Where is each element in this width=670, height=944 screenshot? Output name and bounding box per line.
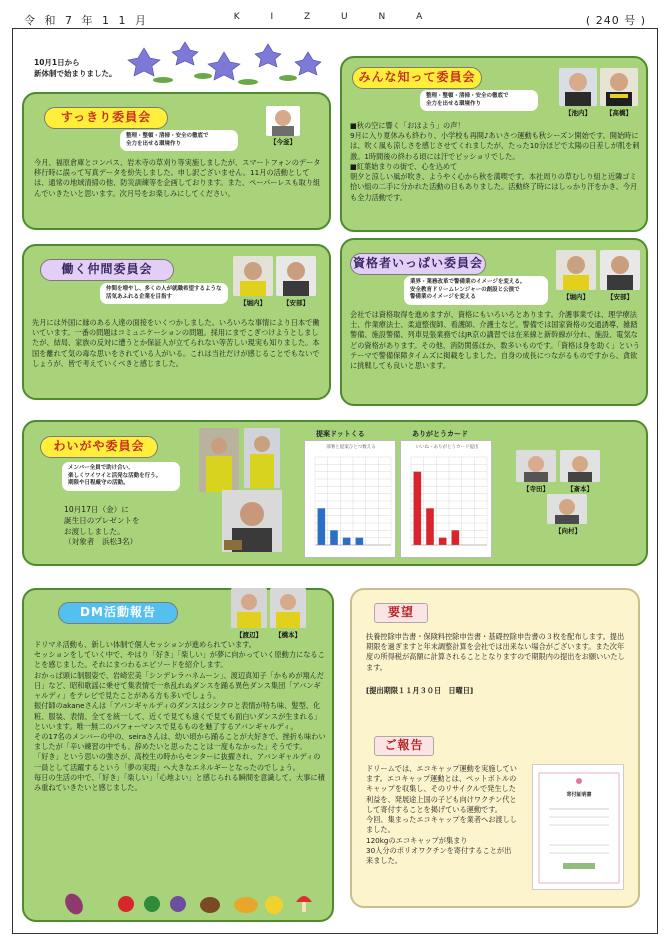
birthday-line: （対象者 浜松3名） [64, 537, 138, 547]
birthday-line: お渡ししました。 [64, 526, 125, 536]
waigaya-title: わいがや委員会 [40, 436, 158, 458]
harvest-illustration [60, 888, 320, 916]
member-photo-mukaimura [547, 494, 587, 524]
motto-line: 整理・整頓・清掃・安全の徹底で [126, 133, 209, 139]
chart-bar [356, 538, 364, 545]
chart-bar [414, 472, 422, 545]
member-photo-ikeuchi [559, 68, 597, 106]
dm-body: ドリマネ活動も、新しい体制で個人セッションが進められています。 セッションをしていく中で、やはり「好き」「楽しい」が夢に向かっていく原動力になることを感じました。それにまつわるエピソードを紹介します。 おかっぱ頭に制服姿で、岩崎宏美「シンデレラハネムーン」、渡辺真知子「かもめが翔んだ日」など、昭和歌謡に乗せて集表情で一糸乱れぬダンスを踊る異色ダンス集団「アバンギャルディ」をテレビで見たことがある方も多いでしょう。 振付師のakaneさんは「アバンギャルディのダンスはシンクロと表情が特ち味、髪型、化粧、服装、表情、全てを統一して、近くで見ても遠くで見ても面白いダンスが生まれる」といいます。唯一無二のパフォーマンスで見るものを魅了するアバンギャルディ。 その17名のメンバーの中の、seiraさんは、幼い頃から踊ることが大好きで、挫折も味わいましたが「辛い練習の中でも、辞めたいと思ったことは一度もなかった」そうです。 「好き」という思いの強さが、高校生の時からセンターに抜擢され、アバンギャルディの一員として活躍するという「夢の実現」へ大きなエネルギーとなったのでしょう。 毎日の生活の中で、「好き」「楽しい」「心地よい」と感じられる瞬間を意識して、大事に積み重ねていきたいと感じました。 [34, 640, 326, 793]
birthday-photo-1 [199, 428, 239, 492]
member-photo-imagama [266, 106, 300, 136]
shikaku-title: 資格者いっぱい委員会 [350, 253, 486, 275]
intro-text [34, 58, 117, 79]
hataraku-title: 働く仲間委員会 [40, 259, 174, 281]
chart-bar [343, 538, 351, 545]
intro-line: 新体制で始まりました。 [34, 68, 117, 78]
yobo-deadline: [提出期限１１月３０日 日曜日] [366, 686, 474, 695]
member-photo-takahashi [600, 68, 638, 106]
birthday-photo-3 [222, 490, 282, 552]
arigato-bar-chart [401, 441, 493, 559]
motto-line: メンバー全員で助け合い、 [68, 465, 134, 471]
page-header [0, 0, 670, 30]
intro-line: 10月1日から [34, 58, 80, 67]
minna-title: みんな知って委員会 [352, 67, 482, 89]
photo-caption: 【高橋】 [606, 109, 632, 117]
motto-line: 仲間を増やし、多くの人が就職希望するような [106, 286, 222, 292]
member-photo-abe [276, 256, 316, 296]
hataraku-body: 先月には外国に縁のある人達の面接をいくつかしました。いろいろな事情により日本で働いています。一番の問題はコミュニケーションの問題。採用にまでこぎつけようとしましたが、結局、家族の反対に遭うとか保証人が立てられない等苦しい現実も知りました。本国を離れて気の毒な思いをされている人がいる。これは当社だけが感じることでもないでしょうが、皆で考えていくべきと感じました。 [32, 318, 320, 368]
photo-caption: 【今釜】 [270, 138, 296, 146]
arigato-chart [400, 440, 492, 558]
shikaku-motto [404, 276, 548, 305]
shikaku-body: 会社では資格取得を進めますが、資格にもいろいろとあります。介護事業では、理学療法士、作業療法士、柔道整復師、看護師、介護士など。警備では国家資格の交通誘導、雑踏警備、施設警備、列車見張業務ではJR京の講習では在来線と新幹線が分れ、施設、電気などの資格があります。その他、消防関係ほか、数多いものです。「資格は身を助く」というテーマで警備保障タイムズに掲載をしました。自身の成長につながるものですから、貪欲に挑戦しても良いと思います。 [350, 310, 640, 371]
chart-head: 部署と提案ひとつ数える [326, 445, 376, 450]
member-photo-saimoto [560, 450, 600, 482]
motto-line: 業界・業務改革で警備業のイメージを変える。 [410, 279, 526, 285]
chart-title: ありがとうカード [412, 430, 468, 438]
motto-line: 整理・整頓・清掃・安全の徹底で [426, 93, 509, 99]
hataraku-motto [100, 283, 228, 304]
certificate-title: 寄付証明書 [566, 792, 592, 798]
sukkiri-body: 今月、福原倉庫とコンパス、岩木寺の草刈り等実施しましたが、スマートフォンのデータ移行時に誤って写真データを紛失しました。申し訳ございません。11月の活動としては、通常の地域清掃の他、防災訓練等を企画しております。また、ペーパーレスも取り組んでいきたいと思います。次月号をお楽しみにしてください。 [34, 158, 321, 198]
photo-caption: 【安部】 [607, 293, 633, 301]
motto-line: 安全教育ドリームレンジャーの創設と公演で [410, 286, 520, 293]
photo-caption: 【寺田】 [523, 485, 549, 493]
yobo-body: 扶養控除申告書・保険料控除申告書・基礎控除申告書の３枚を配布します。提出期限を過ぎますと年末調整計算を会社では出来ない場合がございます。また次年度の所得税が高額に計算されることとなりますので期限内の提出をお願いいたします。 [366, 632, 625, 672]
photo-caption: 【斎本】 [567, 485, 593, 493]
gohokoku-title: ご報告 [374, 736, 434, 756]
issue-number: ( 240 号 ) [585, 14, 646, 27]
teian-bar-chart [305, 441, 397, 559]
photo-caption: 【堀内】 [563, 293, 589, 301]
minna-body: ■秋の空に響く「おはよう」の声！ 9月に入り夏休みも終わり、小学校も再開♪あいさつ運動も秋シーズン開始です。開始時には、吹く風も涼しさを感じさせてくれましたが、たった10分ほどで太陽の日差しが肌を刺激。1時間後の終わる頃には汗でビッショリでした。 ■紅葉始まりの街で、心を込めて 朝夕と涼しい風が吹き、ようやく心から秋を満喫です。本社周りの草むしり組と近隣ゴミ拾い組の二手に分かれた活動の日もありました。活動終了時にはしっかり汗をかき、今月も全力活動です。 [350, 121, 640, 202]
member-photo-horiuchi [233, 256, 273, 296]
photo-caption: 【向村】 [555, 527, 581, 535]
member-photo-watanabe [231, 588, 267, 628]
motto-line: 全力を出せる環境作り [126, 140, 182, 147]
chart-title: 提案ドットくる [316, 430, 365, 438]
motto-line: 期限や日程厳守の活動。 [68, 480, 129, 487]
motto-line: 警備業のイメージを変える [410, 294, 476, 301]
birthday-line: 誕生日のプレゼントを [64, 515, 140, 525]
chart-bar [318, 508, 326, 545]
photo-caption: 【橋本】 [275, 631, 301, 639]
chart-bar [426, 508, 434, 545]
bellflower-illustration [118, 40, 328, 88]
waigaya-motto [62, 462, 180, 491]
member-photo-terada [516, 450, 556, 482]
chart-bar [439, 538, 447, 545]
chart-bar [452, 530, 460, 545]
motto-line: 全力を出せる環境作り [426, 100, 482, 107]
photo-caption: 【安部】 [283, 299, 309, 307]
gohokoku-body: ドリームでは、エコキャップ運動を実施しています。エコキャップ運動とは、ペットボトルのキャップを収集し、そのリサイクルで発生した利益を、発展途上国の子ども向けワクチン代として寄付することを掲げている運動です。 今回、集まったエコキャップを業者へお渡ししました。 120kgのエコキャップが集まり 30人分のポリオワクチンを寄付することが出来ました。 [366, 764, 517, 865]
issue-date: 令 和 7 年 1 1 月 [24, 14, 149, 27]
chart-head: いいね・ありがとうカード提出 [415, 445, 479, 450]
photo-caption: 【堀内】 [240, 299, 266, 307]
birthday-note [64, 505, 184, 548]
member-photo-horiuchi-2 [556, 250, 596, 290]
masthead: K I Z U N A [233, 12, 437, 22]
member-photo-abe-2 [600, 250, 640, 290]
birthday-photo-2 [244, 428, 280, 488]
member-photo-hashimoto [270, 588, 306, 628]
yobo-title: 要望 [374, 603, 428, 623]
sukkiri-title: すっきり委員会 [44, 107, 168, 129]
motto-line: 楽しくワイワイと活発な活動を行う。 [68, 472, 162, 479]
minna-motto [420, 90, 538, 111]
birthday-line: 10月17日（金）に [64, 505, 129, 514]
sukkiri-motto [120, 130, 238, 151]
teian-chart [304, 440, 396, 558]
photo-caption: 【渡辺】 [236, 631, 262, 639]
chart-bar [330, 530, 338, 545]
motto-line: 活気あふれる企業を目指す [106, 293, 173, 300]
dm-title: DM活動報告 [58, 602, 178, 624]
photo-caption: 【池内】 [565, 109, 591, 117]
donation-certificate [532, 764, 624, 890]
